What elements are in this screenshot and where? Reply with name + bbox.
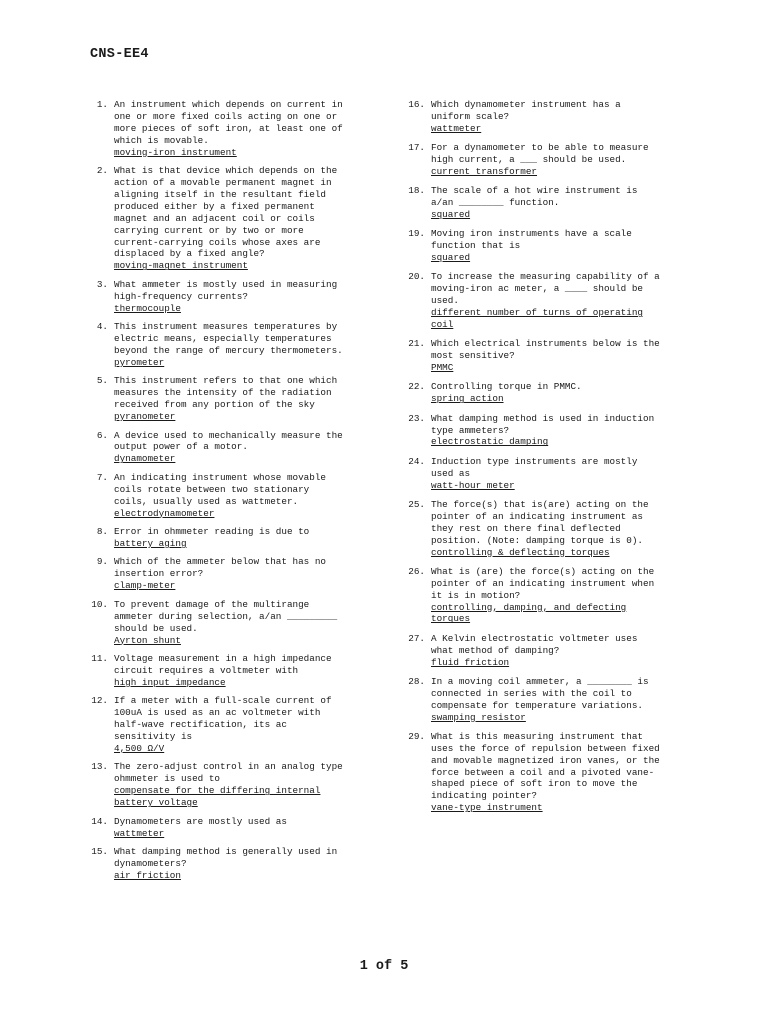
question-text: To increase the measuring capability of a moving-iron ac meter, a ____ should be used. [431, 271, 660, 307]
question-item [405, 271, 687, 331]
answer-text: wattmeter [114, 827, 165, 839]
question-number: 18. [408, 185, 425, 197]
question-number: 3. [96, 278, 108, 290]
question-item [405, 676, 687, 724]
question-text: What damping method is used in induction type ammeters? [431, 412, 655, 436]
question-text: Which of the ammeter below that has no insertion error? [114, 556, 327, 580]
question-item [88, 599, 366, 647]
question-text: An instrument which depends on current in one or more fixed coils acting on one or more pieces of soft iron, at least one of which is movable. [114, 99, 343, 146]
question-item [88, 430, 366, 466]
question-number: 27. [408, 632, 425, 644]
question-number: 21. [408, 338, 425, 350]
answer-text: moving-magnet instrument [114, 260, 248, 272]
question-text: What is that device which depends on the action of a movable permanent magnet in aligning itself in the resultant field produced either by a fixed permanent magnet and an adjacent coil or coils carrying current or by two or more current-carrying coils whose axes are displaced by a fixed angle? [114, 165, 338, 260]
question-item [405, 413, 687, 449]
question-text: Which dynamometer instrument has a uniform scale? [431, 99, 621, 122]
question-number: 9. [96, 556, 108, 568]
question-item [405, 381, 687, 405]
question-number: 16. [408, 99, 425, 110]
question-item [88, 816, 366, 840]
answer-text: clamp-meter [114, 580, 176, 592]
question-text: Error in ohmmeter reading is due to [114, 526, 310, 538]
answer-text: 4,500 Ω/V [114, 742, 165, 754]
question-text: The scale of a hot wire instrument is a/an ________ function. [431, 185, 638, 209]
question-text: The force(s) that is(are) acting on the pointer of an indicating instrument as they rest on there final deflected position. (Note: damping torque is 0). [431, 498, 649, 546]
answer-text: battery aging [114, 537, 187, 549]
question-number: 1. [96, 99, 108, 110]
question-item [405, 228, 687, 264]
answer-text: different number of turns of operating coil [431, 307, 644, 331]
question-text: Which electrical instruments below is the most sensitive? [431, 338, 660, 362]
question-number: 20. [408, 271, 425, 283]
question-number: 28. [408, 675, 425, 687]
question-number: 15. [91, 846, 108, 858]
answer-text: pyrometer [114, 356, 165, 368]
question-text: A device used to mechanically measure the output power of a motor. [114, 429, 343, 453]
question-text: A Kelvin electrostatic voltmeter uses what method of damping? [431, 632, 638, 656]
question-item [405, 142, 687, 178]
answer-text: swamping resistor [431, 711, 526, 723]
answer-text: squared [431, 209, 471, 221]
answer-text: high input impedance [114, 676, 226, 688]
question-item [405, 633, 687, 669]
answer-text: Ayrton shunt [114, 634, 181, 646]
question-number: 29. [408, 730, 425, 742]
question-number: 4. [96, 321, 108, 333]
answer-text: electrodynamometer [114, 507, 215, 519]
question-text: If a meter with a full-scale current of 100uA is used as an ac voltmeter with half-wave rectification, its ac sensitivity is [114, 695, 332, 743]
question-item [405, 456, 687, 492]
question-number: 7. [96, 471, 108, 483]
question-item [88, 472, 366, 520]
question-text: Dynamometers are mostly used as [114, 815, 287, 827]
question-item [88, 279, 366, 315]
question-number: 11. [91, 653, 108, 664]
question-item [88, 526, 366, 550]
answer-text: dynamometer [114, 453, 176, 465]
answer-text: thermocouple [114, 302, 181, 314]
answer-text: pyranometer [114, 411, 176, 423]
question-text: What is this measuring instrument that uses the force of repulsion between fixed and movable magnetized iron vanes, or the force between a coil and a pivoted vane- shaped piece of soft iron to move the indicating pointer? [431, 730, 660, 802]
question-item [405, 99, 687, 135]
question-item [88, 99, 366, 159]
answer-text: vane-type instrument [431, 802, 543, 814]
question-text: To prevent damage of the multirange ammeter during selection, a/an _________ should be used. [114, 598, 338, 634]
question-number: 10. [91, 598, 108, 610]
answer-text: wattmeter [431, 122, 482, 134]
question-item [88, 846, 366, 882]
question-item [405, 566, 687, 626]
answer-text: controlling, damping, and defecting torques [431, 601, 627, 625]
question-text: What is (are) the force(s) acting on the pointer of an indicating instrument when it is in motion? [431, 565, 655, 601]
document-header: CNS-EE4 [90, 47, 149, 62]
answer-text: compensate for the differing internal battery voltage [114, 785, 321, 809]
question-text: Moving iron instruments have a scale function that is [431, 228, 632, 252]
question-item [405, 499, 687, 559]
page-number: 1 of 5 [359, 959, 409, 974]
answer-text: fluid friction [431, 656, 510, 668]
question-text: The zero-adjust control in an analog type ohmmeter is used to [114, 761, 343, 785]
question-item [405, 731, 687, 814]
question-item [88, 321, 366, 369]
question-text: For a dynamometer to be able to measure high current, a ___ should be used. [431, 142, 649, 166]
question-item [405, 185, 687, 221]
question-item [88, 695, 366, 755]
question-item [88, 556, 366, 592]
answer-text: PMMC [431, 362, 454, 374]
question-number: 23. [408, 412, 425, 424]
question-text: This instrument refers to that one which measures the intensity of the radiation received from any portion of the sky [114, 375, 338, 411]
right-question-column [405, 99, 687, 814]
left-question-column [88, 99, 366, 882]
question-number: 2. [96, 165, 108, 177]
answer-text: electrostatic damping [431, 436, 549, 448]
question-number: 19. [408, 228, 425, 240]
question-text: What ammeter is mostly used in measuring high-frequency currents? [114, 278, 338, 302]
question-number: 13. [91, 761, 108, 773]
question-text: What damping method is generally used in dynamometers? [114, 846, 338, 869]
question-item [88, 653, 366, 689]
question-number: 5. [96, 375, 108, 387]
question-item [405, 338, 687, 374]
question-number: 6. [96, 429, 108, 441]
answer-text: moving-iron instrument [114, 146, 237, 158]
question-text: Induction type instruments are mostly used as [431, 455, 638, 479]
question-number: 17. [408, 142, 425, 154]
answer-text: air friction [114, 869, 181, 881]
question-number: 24. [408, 455, 425, 467]
question-number: 22. [408, 381, 425, 393]
question-text: Controlling torque in PMMC. [431, 381, 582, 393]
answer-text: controlling & deflecting torques [431, 546, 610, 558]
question-text: This instrument measures temperatures by electric means, especially temperatures beyond the range of mercury thermometers. [114, 321, 343, 356]
question-text: Voltage measurement in a high impedance circuit requires a voltmeter with [114, 653, 332, 676]
answer-text: watt-hour meter [431, 479, 515, 491]
question-item [88, 761, 366, 809]
question-number: 8. [96, 526, 108, 538]
answer-text: squared [431, 252, 471, 264]
question-item [88, 375, 366, 423]
question-number: 25. [408, 498, 425, 510]
answer-text: current transformer [431, 165, 538, 177]
question-number: 26. [408, 565, 425, 577]
question-text: An indicating instrument whose movable coils rotate between two stationary coils, usually used as wattmeter. [114, 471, 327, 507]
answer-text: spring action [431, 393, 504, 405]
question-number: 12. [91, 695, 108, 707]
question-number: 14. [91, 815, 108, 827]
question-item [88, 165, 366, 272]
question-text: In a moving coil ammeter, a ________ is connected in series with the coil to compensate for temperature variations. [431, 675, 649, 711]
